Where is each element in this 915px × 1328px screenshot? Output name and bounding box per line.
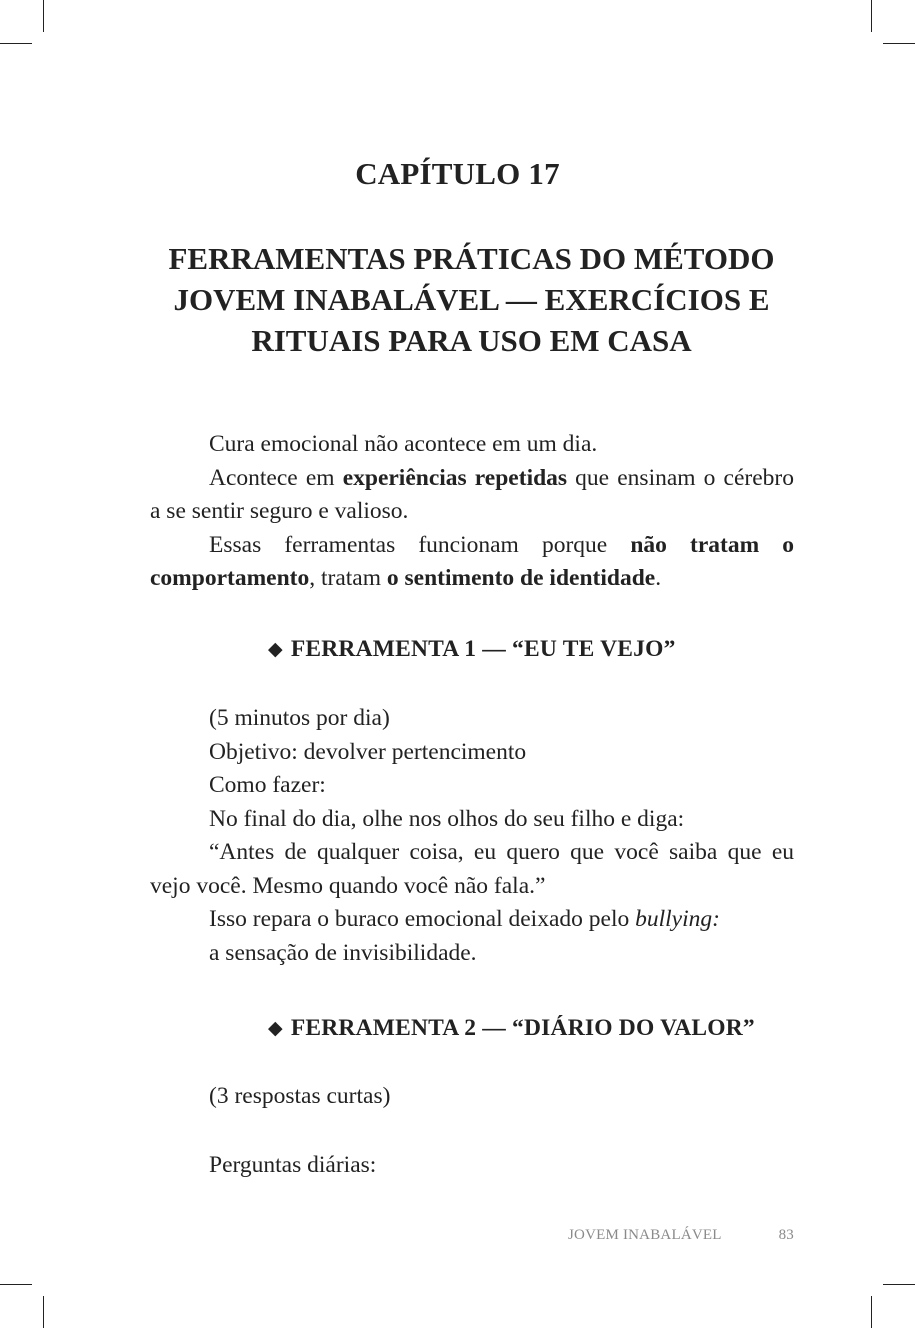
crop-mark-bottom-right-h bbox=[883, 1284, 915, 1285]
crop-mark-bottom-right-v bbox=[871, 1296, 872, 1328]
intro-paragraph-2 bbox=[150, 462, 794, 529]
chapter-title-line-1: FERRAMENTAS PRÁTICAS DO MÉTODO bbox=[168, 241, 775, 276]
intro-paragraph-1: Cura emocional não acontece em um dia. bbox=[209, 431, 598, 457]
diamond-icon: ◆ bbox=[268, 1018, 283, 1039]
chapter-title-line-2: JOVEM INABALÁVEL — EXERCÍCIOS E bbox=[173, 282, 770, 317]
crop-mark-bottom-left-h bbox=[0, 1284, 32, 1285]
tool-1-content bbox=[150, 702, 794, 970]
tool-2-section bbox=[150, 1012, 794, 1047]
emphasis-text: o sentimento de identidade bbox=[386, 565, 656, 591]
tool-1-repair bbox=[150, 903, 794, 937]
text-run: Essas ferramentas funcionam porque bbox=[209, 531, 631, 558]
page-number: 83 bbox=[778, 1227, 794, 1243]
chapter-title-line-3: RITUAIS PARA USO EM CASA bbox=[251, 323, 692, 358]
emphasis-text: experiências repetidas bbox=[342, 464, 568, 491]
text-run: Acontece em bbox=[209, 464, 343, 491]
tool-1-objective: Objetivo: devolver pertencimento bbox=[209, 738, 527, 765]
emphasis-text: não tratam o comportamento bbox=[150, 531, 795, 591]
tool-2-questions: Perguntas diárias: bbox=[209, 1152, 377, 1178]
tool-2-heading-text: FERRAMENTA 2 — “DIÁRIO DO VALOR” bbox=[290, 1015, 755, 1041]
italic-text: bullying: bbox=[635, 906, 720, 932]
tool-1-duration: (5 minutos por dia) bbox=[209, 705, 390, 731]
crop-mark-top-right-h bbox=[883, 43, 915, 44]
tool-2-duration: (3 respostas curtas) bbox=[209, 1083, 391, 1109]
text-run: , tratam bbox=[309, 565, 387, 591]
intro-section bbox=[150, 428, 794, 596]
text-run: . bbox=[655, 565, 662, 591]
running-title: JOVEM INABALÁVEL bbox=[568, 1227, 722, 1243]
tool-1-how: Como fazer: bbox=[209, 772, 326, 798]
tool-1-step: No final do dia, olhe nos olhos do seu filho e diga: bbox=[209, 805, 685, 832]
crop-mark-top-left-v bbox=[43, 0, 44, 32]
crop-mark-bottom-left-v bbox=[43, 1296, 44, 1328]
text-run: que ensinam o cérebro a se sentir seguro e valioso. bbox=[150, 464, 794, 524]
tool-1-quote: “Antes de qualquer coisa, eu quero que você saiba que eu vejo você. Mesmo quando você não fala.” bbox=[150, 839, 794, 899]
chapter-title bbox=[120, 238, 823, 361]
tool-1-repair-continued: a sensação de invisibilidade. bbox=[209, 939, 477, 966]
tool-1-heading bbox=[150, 633, 794, 668]
crop-mark-top-right-v bbox=[871, 0, 872, 32]
tool-2-heading bbox=[150, 1012, 794, 1047]
tool-2-questions-block bbox=[150, 1149, 794, 1183]
crop-mark-top-left-h bbox=[0, 43, 32, 44]
tool-1-heading-text: FERRAMENTA 1 — “EU TE VEJO” bbox=[290, 636, 676, 662]
tool-1-section bbox=[150, 633, 794, 668]
tool-2-duration-block bbox=[150, 1080, 794, 1114]
intro-paragraph-3 bbox=[150, 529, 794, 596]
text-run: Isso repara o buraco emocional deixado pelo bbox=[209, 906, 636, 932]
chapter-number: CAPÍTULO 17 bbox=[355, 156, 560, 191]
diamond-icon: ◆ bbox=[268, 639, 283, 660]
